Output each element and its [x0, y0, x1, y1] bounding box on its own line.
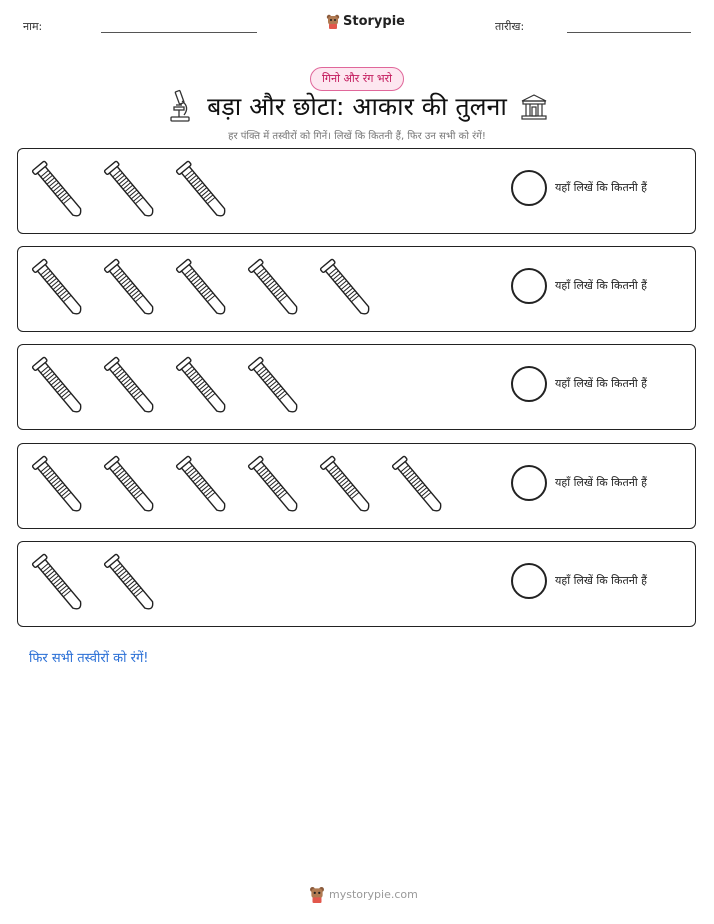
count-row — [17, 443, 696, 529]
answer-label: यहाँ लिखें कि कितनी हैं — [555, 574, 648, 587]
answer-label: यहाँ लिखें कि कितनी हैं — [555, 377, 648, 390]
bear-logo-icon — [326, 13, 340, 29]
name-label: नाम: — [23, 20, 43, 33]
test-tube-icon[interactable] — [100, 549, 164, 621]
test-tube-icon[interactable] — [172, 254, 236, 326]
brand-logo — [326, 13, 405, 29]
test-tube-icon[interactable] — [28, 549, 92, 621]
test-tube-icon[interactable] — [244, 352, 308, 424]
test-tube-icon[interactable] — [244, 451, 308, 523]
name-line[interactable] — [101, 32, 257, 33]
test-tube-icon[interactable] — [244, 254, 308, 326]
answer-circle[interactable] — [511, 268, 547, 304]
test-tube-icon[interactable] — [172, 156, 236, 228]
microscope-icon — [167, 89, 193, 123]
count-row — [17, 541, 696, 627]
test-tube-icon[interactable] — [100, 156, 164, 228]
answer-circle[interactable] — [511, 366, 547, 402]
color-instruction: फिर सभी तस्वीरों को रंगें! — [29, 651, 149, 666]
answer-circle[interactable] — [511, 563, 547, 599]
test-tube-icon[interactable] — [28, 451, 92, 523]
answer-circle[interactable] — [511, 170, 547, 206]
footer-site: mystorypie.com — [329, 887, 418, 901]
test-tube-icon[interactable] — [100, 254, 164, 326]
test-tube-icon[interactable] — [28, 254, 92, 326]
date-line[interactable] — [567, 32, 691, 33]
brand-name: Storypie — [343, 13, 405, 29]
test-tube-icon[interactable] — [28, 352, 92, 424]
test-tube-icon[interactable] — [172, 451, 236, 523]
answer-label: यहाँ लिखें कि कितनी हैं — [555, 181, 648, 194]
count-row — [17, 246, 696, 332]
test-tube-icon[interactable] — [100, 451, 164, 523]
answer-label: यहाँ लिखें कि कितनी हैं — [555, 279, 648, 292]
date-label: तारीख: — [495, 20, 525, 33]
instructions: हर पंक्ति में तस्वीरों को गिनें। लिखें कि कितनी हैं, फिर उन सभी को रंगें! — [228, 131, 486, 142]
test-tube-icon[interactable] — [316, 451, 380, 523]
test-tube-icon[interactable] — [28, 156, 92, 228]
worksheet-type-badge: गिनो और रंग भरो — [310, 67, 404, 91]
count-row — [17, 344, 696, 430]
test-tube-icon[interactable] — [388, 451, 452, 523]
answer-label: यहाँ लिखें कि कितनी हैं — [555, 476, 648, 489]
test-tube-icon[interactable] — [172, 352, 236, 424]
count-row — [17, 148, 696, 234]
page-title: बड़ा और छोटा: आकार की तुलना — [207, 92, 507, 121]
answer-circle[interactable] — [511, 465, 547, 501]
footer-brand — [309, 885, 418, 903]
test-tube-icon[interactable] — [316, 254, 380, 326]
bear-logo-icon — [309, 885, 325, 903]
museum-icon — [519, 92, 549, 122]
test-tube-icon[interactable] — [100, 352, 164, 424]
